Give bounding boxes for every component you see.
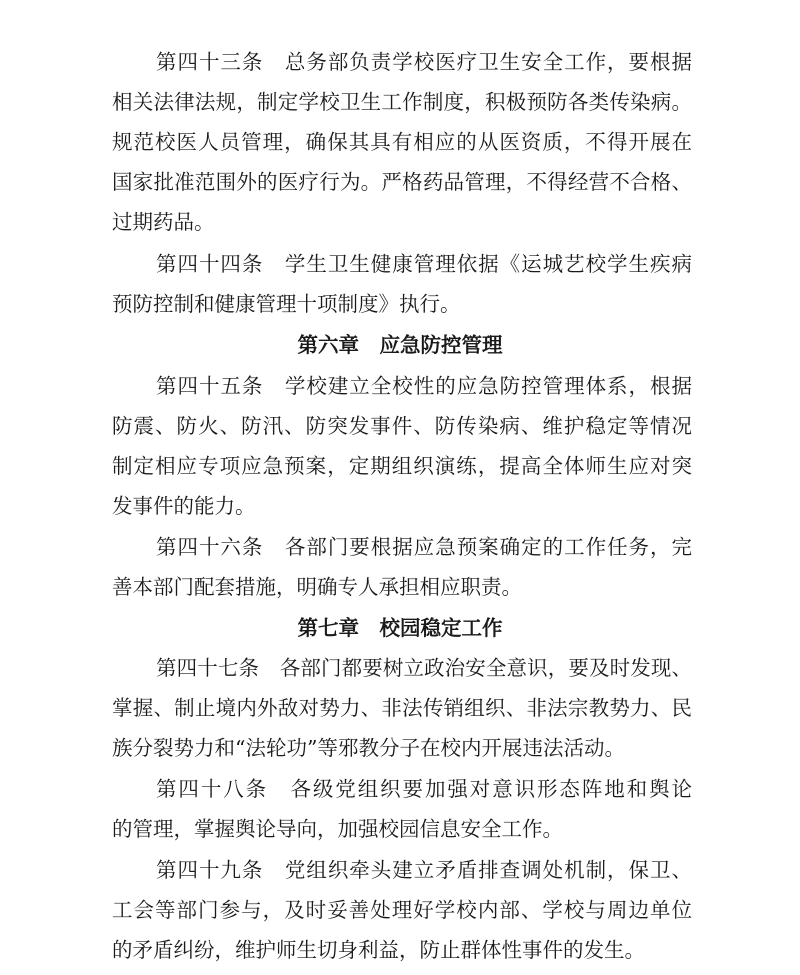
article-43-line-2: 相关法律法规，制定学校卫生工作制度，积极预防各类传染病。 [112,90,692,114]
article-45-line-1: 第四十五条 学校建立全校性的应急防控管理体系，根据 [156,374,692,398]
article-49-line-2: 工会等部门参与，及时妥善处理好学校内部、学校与周边单位 [112,898,692,922]
article-44-line-1: 第四十四条 学生卫生健康管理依据《运城艺校学生疾病 [156,252,692,276]
article-45-line-4: 发事件的能力。 [112,494,256,518]
article-49-line-1: 第四十九条 党组织牵头建立矛盾排查调处机制，保卫、 [156,858,692,882]
article-45-line-2: 防震、防火、防汛、防突发事件、防传染病、维护稳定等情况 [112,414,692,438]
article-48-line-2: 的管理，掌握舆论导向，加强校园信息安全工作。 [112,817,563,841]
article-45-line-3: 制定相应专项应急预案，定期组织演练，提高全体师生应对突 [112,454,692,478]
article-49-line-3: 的矛盾纠纷，维护师生切身利益，防止群体性事件的发生。 [112,938,645,962]
chapter-7-heading: 第七章 校园稳定工作 [297,616,503,640]
article-46-line-1: 第四十六条 各部门要根据应急预案确定的工作任务，完 [156,535,692,559]
article-47-line-1: 第四十七条 各部门都要树立政治安全意识，要及时发现、 [156,656,692,680]
article-43-line-4: 国家批准范围外的医疗行为。严格药品管理，不得经营不合格、 [112,170,692,194]
chapter-6-heading: 第六章 应急防控管理 [297,333,503,357]
article-47-line-3: 族分裂势力和“法轮功”等邪教分子在校内开展违法活动。 [112,736,625,760]
article-47-line-2: 掌握、制止境内外敌对势力、非法传销组织、非法宗教势力、民 [112,696,692,720]
article-43-line-3: 规范校医人员管理，确保其具有相应的从医资质，不得开展在 [112,130,692,154]
article-43-line-5: 过期药品。 [112,210,215,234]
article-48-line-1: 第四十八条 各级党组织要加强对意识形态阵地和舆论 [156,777,692,801]
article-43-line-1: 第四十三条 总务部负责学校医疗卫生安全工作，要根据 [156,50,692,74]
article-46-line-2: 善本部门配套措施，明确专人承担相应职责。 [112,575,522,599]
article-44-line-2: 预防控制和健康管理十项制度》执行。 [112,292,461,316]
